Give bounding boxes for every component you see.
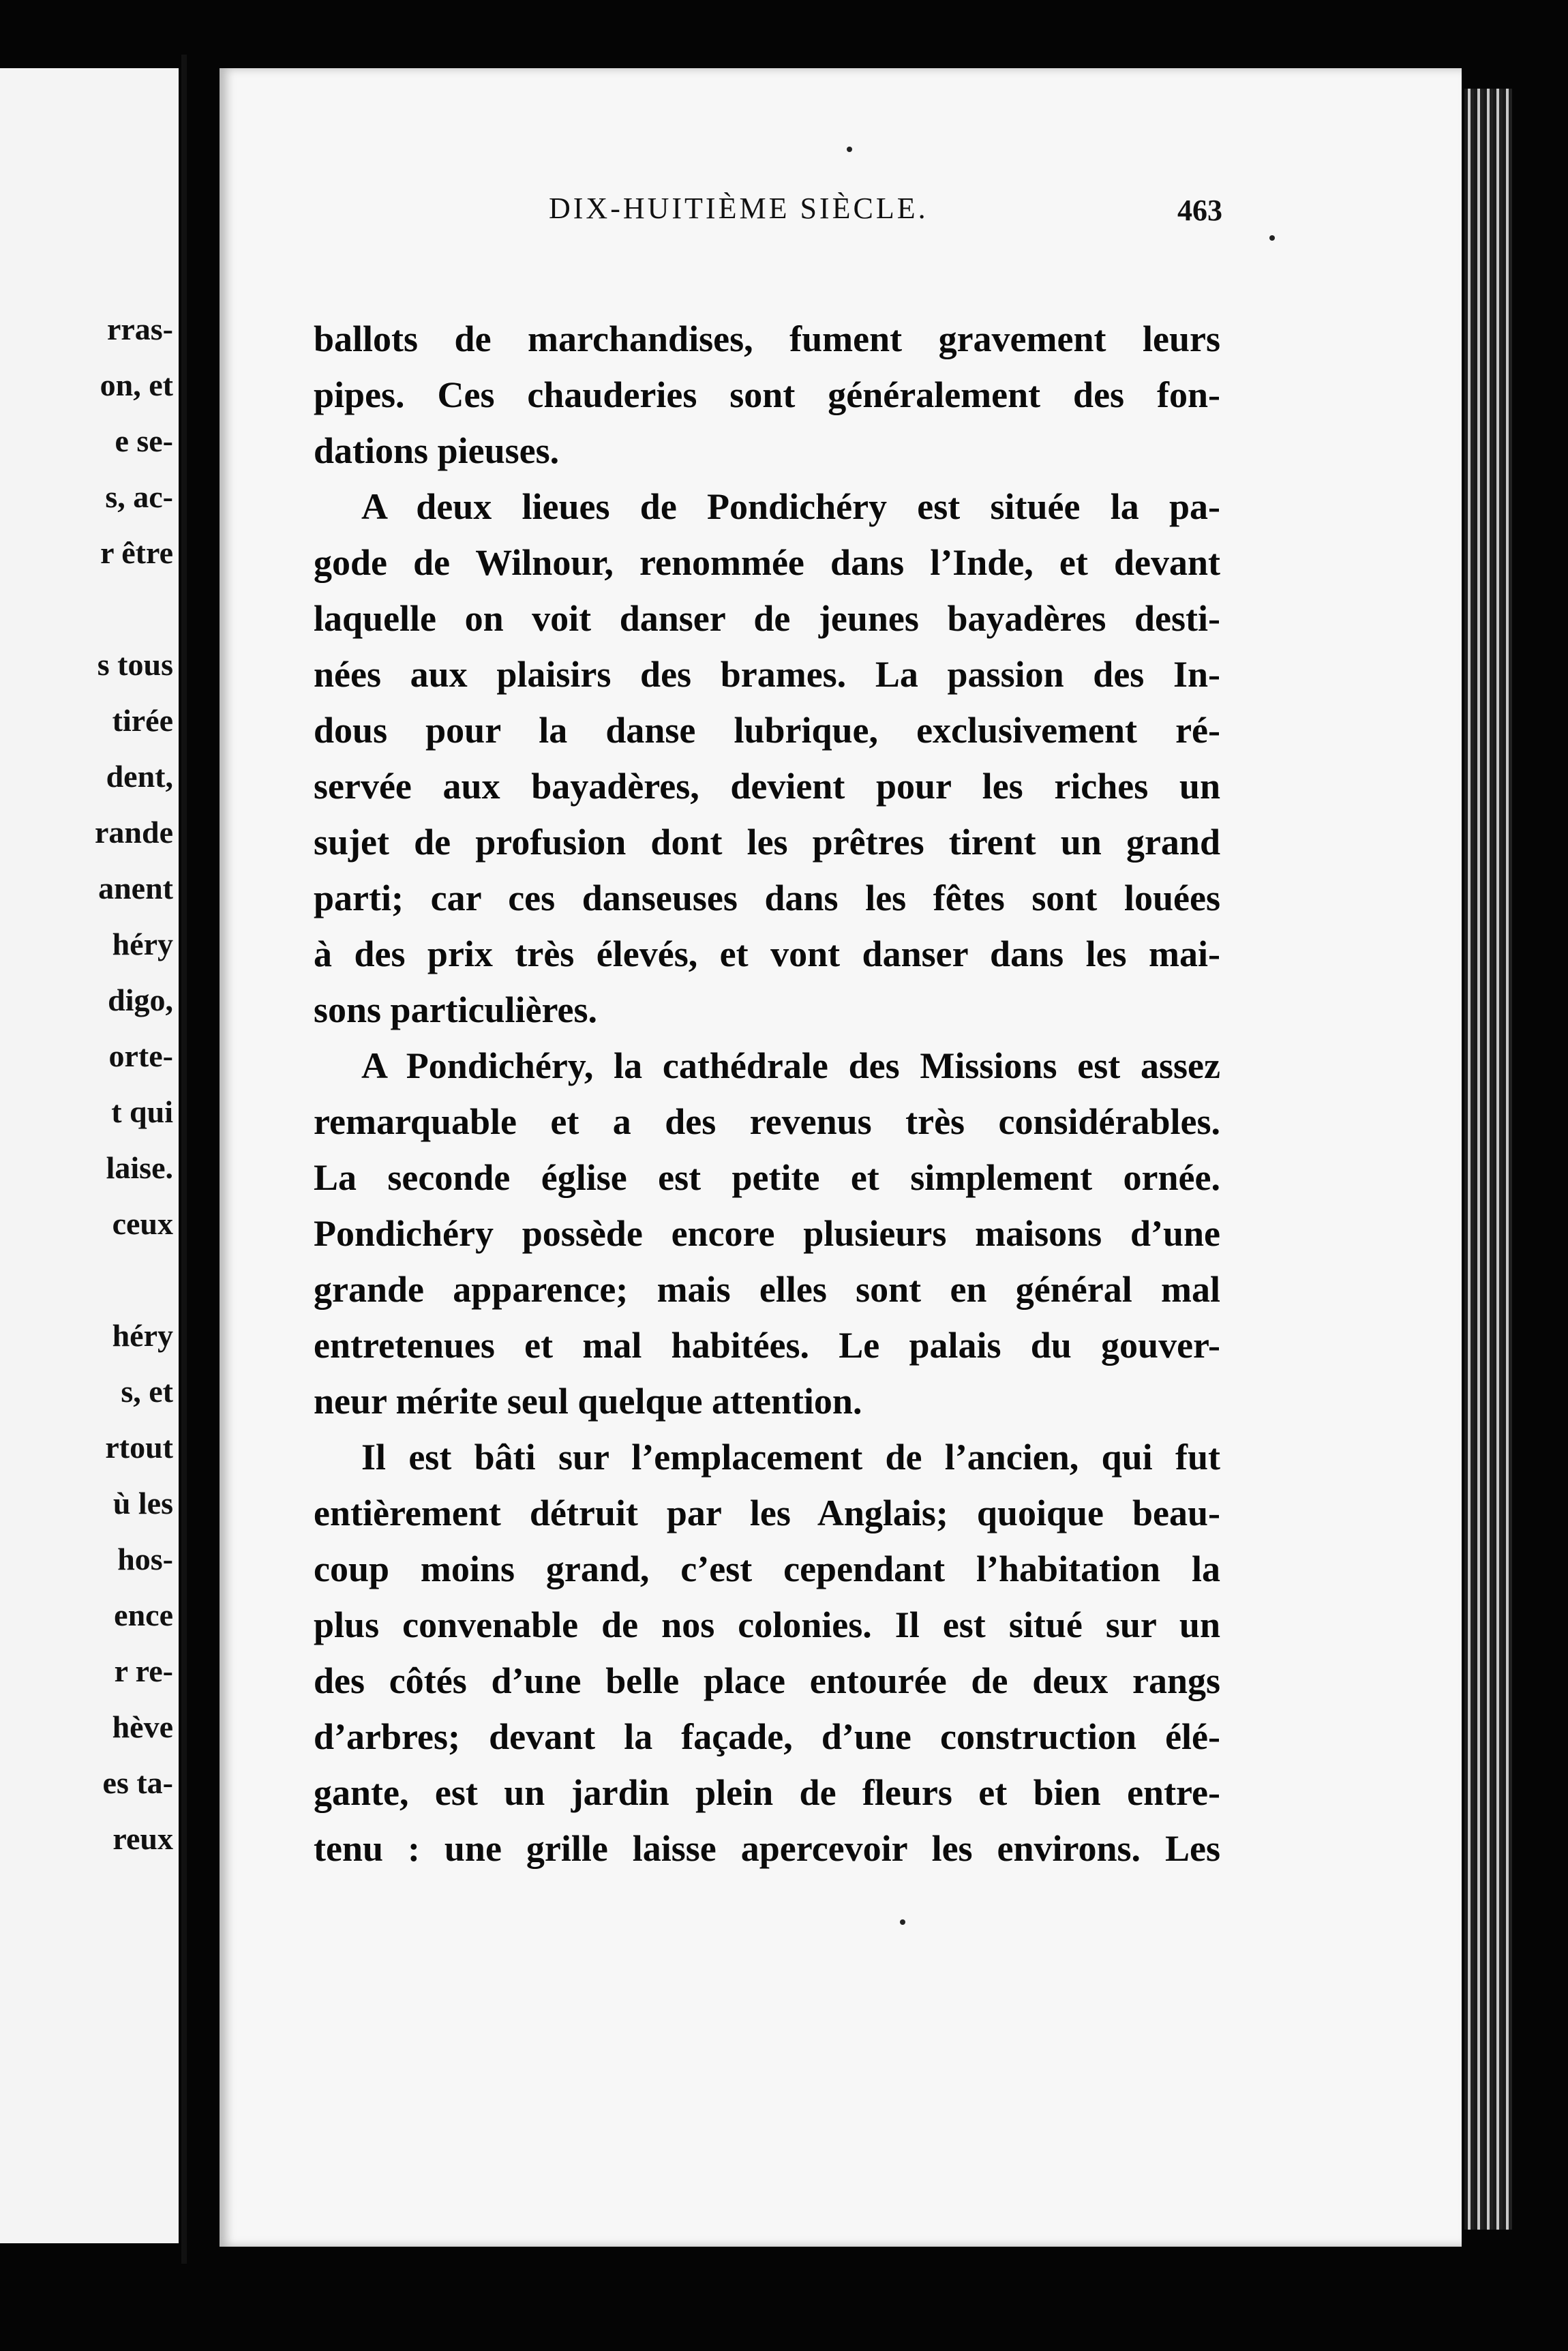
text-line: gante, est un jardin plein de fleurs et bien entre- bbox=[314, 1772, 1220, 1813]
left-text-fragment: rtout bbox=[105, 1430, 173, 1465]
page-number: 463 bbox=[1177, 194, 1222, 227]
left-text-fragment: héry bbox=[112, 927, 173, 961]
paper-speck bbox=[847, 147, 852, 152]
text-line: Pondichéry possède encore plusieurs maisons d’une bbox=[314, 1213, 1220, 1254]
text-line: A deux lieues de Pondichéry est située la pa- bbox=[361, 486, 1220, 527]
text-line: A Pondichéry, la cathédrale des Missions est assez bbox=[361, 1045, 1220, 1086]
left-text-fragment: orte- bbox=[108, 1038, 173, 1073]
left-text-fragment: s tous bbox=[97, 647, 173, 682]
left-text-fragment: dent, bbox=[106, 759, 173, 794]
left-text-fragment: es ta- bbox=[102, 1765, 173, 1800]
paper-speck bbox=[900, 1919, 905, 1925]
text-line: sujet de profusion dont les prêtres tirent un grand bbox=[314, 822, 1220, 863]
left-text-fragment: hève bbox=[112, 1709, 173, 1744]
text-line: entretenues et mal habitées. Le palais du gouver- bbox=[314, 1325, 1220, 1366]
text-line: dations pieuses. bbox=[314, 430, 560, 471]
text-line: coup moins grand, c’est cependant l’habitation la bbox=[314, 1548, 1220, 1589]
left-text-fragment: reux bbox=[112, 1821, 173, 1856]
text-line: dous pour la danse lubrique, exclusivement ré- bbox=[314, 710, 1220, 751]
text-line: ballots de marchandises, fument gravement leurs bbox=[314, 318, 1220, 359]
left-page-fragment bbox=[0, 68, 179, 2243]
paper-speck bbox=[1269, 235, 1275, 241]
text-line: gode de Wilnour, renommée dans l’Inde, et devant bbox=[314, 542, 1220, 583]
left-text-fragment: tirée bbox=[112, 703, 173, 738]
text-line: neur mérite seul quelque attention. bbox=[314, 1381, 862, 1422]
left-text-fragment: rande bbox=[95, 815, 173, 850]
left-text-fragment: laise. bbox=[106, 1150, 173, 1185]
book-gutter bbox=[181, 55, 187, 2264]
running-head: DIX-HUITIÈME SIÈCLE. bbox=[549, 192, 929, 225]
left-text-fragment: r re- bbox=[114, 1653, 173, 1688]
text-line: laquelle on voit danser de jeunes bayadères desti- bbox=[314, 598, 1220, 639]
text-line: Il est bâti sur l’emplacement de l’ancien, qui fut bbox=[361, 1437, 1220, 1478]
left-text-fragment: on, et bbox=[100, 368, 173, 402]
text-line: grande apparence; mais elles sont en général mal bbox=[314, 1269, 1220, 1310]
text-line: sons particulières. bbox=[314, 989, 597, 1030]
left-text-fragment: anent bbox=[98, 871, 173, 905]
left-text-fragment: e se- bbox=[115, 423, 173, 458]
left-text-fragment: digo, bbox=[108, 983, 173, 1017]
left-text-fragment: s, ac- bbox=[105, 479, 173, 514]
left-text-fragment: hos- bbox=[117, 1542, 173, 1576]
page-edges bbox=[1464, 89, 1512, 2230]
text-line: pipes. Ces chauderies sont généralement des fon- bbox=[314, 374, 1220, 415]
text-line: parti; car ces danseuses dans les fêtes sont louées bbox=[314, 878, 1220, 918]
text-line: remarquable et a des revenus très considérables. bbox=[314, 1101, 1220, 1142]
text-line: tenu : une grille laisse apercevoir les environs. Les bbox=[314, 1828, 1220, 1869]
text-line: servée aux bayadères, devient pour les riches un bbox=[314, 766, 1220, 807]
text-line: à des prix très élevés, et vont danser dans les mai- bbox=[314, 933, 1220, 974]
text-line: d’arbres; devant la façade, d’une construction élé- bbox=[314, 1716, 1220, 1757]
left-text-fragment: t qui bbox=[111, 1094, 173, 1129]
text-line: entièrement détruit par les Anglais; quoique beau- bbox=[314, 1493, 1220, 1533]
text-line: nées aux plaisirs des brames. La passion des In- bbox=[314, 654, 1220, 695]
left-text-fragment: ceux bbox=[112, 1206, 173, 1241]
left-text-fragment: héry bbox=[112, 1318, 173, 1353]
text-line: des côtés d’une belle place entourée de deux rangs bbox=[314, 1660, 1220, 1701]
left-text-fragment: rras- bbox=[106, 312, 173, 346]
text-line: plus convenable de nos colonies. Il est situé sur un bbox=[314, 1604, 1220, 1645]
left-text-fragment: s, et bbox=[121, 1374, 173, 1409]
text-line: La seconde église est petite et simplement ornée. bbox=[314, 1157, 1220, 1198]
left-text-fragment: r être bbox=[100, 535, 173, 570]
left-text-fragment: ù les bbox=[112, 1486, 173, 1521]
left-text-fragment: ence bbox=[114, 1598, 173, 1632]
